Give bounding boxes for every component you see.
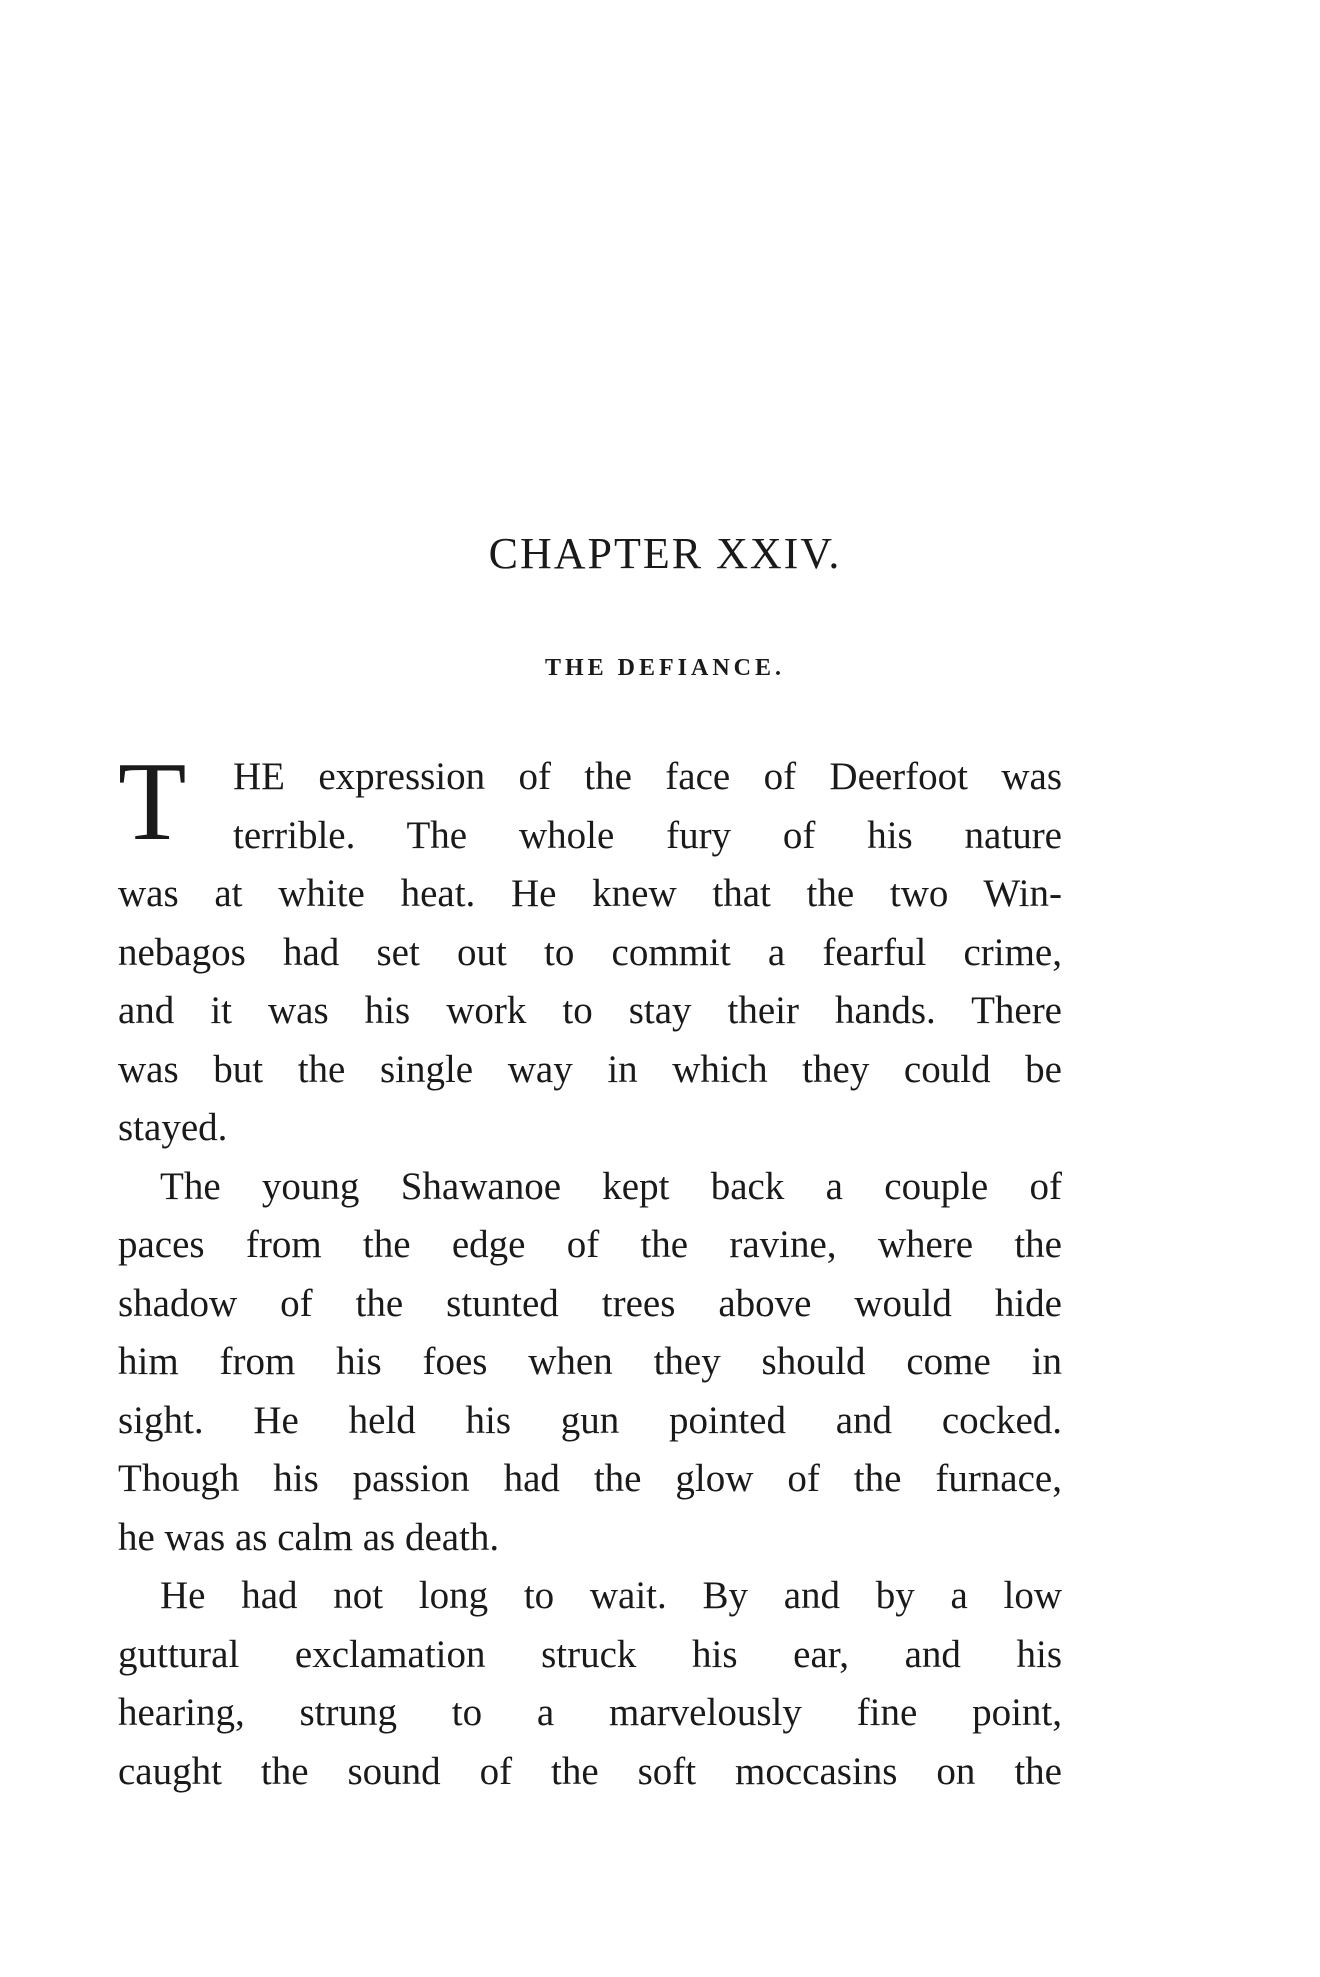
paragraph-2	[118, 1158, 1062, 1568]
body-text	[118, 740, 1062, 1801]
text-line: and it was his work to stay their hands. There	[118, 989, 1062, 1032]
paragraph-3	[118, 1567, 1062, 1801]
text-line: stayed.	[118, 1106, 228, 1149]
text-line: HE expression of the face of Deerfoot was	[233, 755, 1062, 798]
text-line: paces from the edge of the ravine, where the	[118, 1223, 1062, 1266]
text-line: nebagos had set out to commit a fearful crime,	[118, 930, 1062, 974]
text-line: terrible. The whole fury of his nature	[233, 813, 1062, 857]
text-line: hearing, strung to a marvelously fine point,	[118, 1691, 1062, 1734]
text-line: he was as calm as death.	[118, 1515, 500, 1559]
text-line: The young Shawanoe kept back a couple of	[160, 1164, 1062, 1208]
text-line: was but the single way in which they could be	[118, 1047, 1062, 1091]
text-line: guttural exclamation struck his ear, and his	[118, 1632, 1062, 1676]
paragraph-1	[118, 740, 1062, 1158]
text-line: caught the sound of the soft moccasins on the	[118, 1749, 1062, 1793]
chapter-subtitle: THE DEFIANCE.	[544, 655, 786, 681]
chapter-heading: CHAPTER XXIV.	[488, 529, 842, 578]
text-line: Though his passion had the glow of the furnace,	[118, 1457, 1062, 1500]
text-line: sight. He held his gun pointed and cocked.	[118, 1398, 1062, 1442]
text-line: shadow of the stunted trees above would hide	[118, 1281, 1062, 1325]
drop-cap: T	[118, 740, 187, 864]
text-line: He had not long to wait. By and by a low	[160, 1574, 1062, 1617]
text-line: was at white heat. He knew that the two Win-	[118, 872, 1062, 915]
text-line: him from his foes when they should come in	[118, 1340, 1062, 1383]
